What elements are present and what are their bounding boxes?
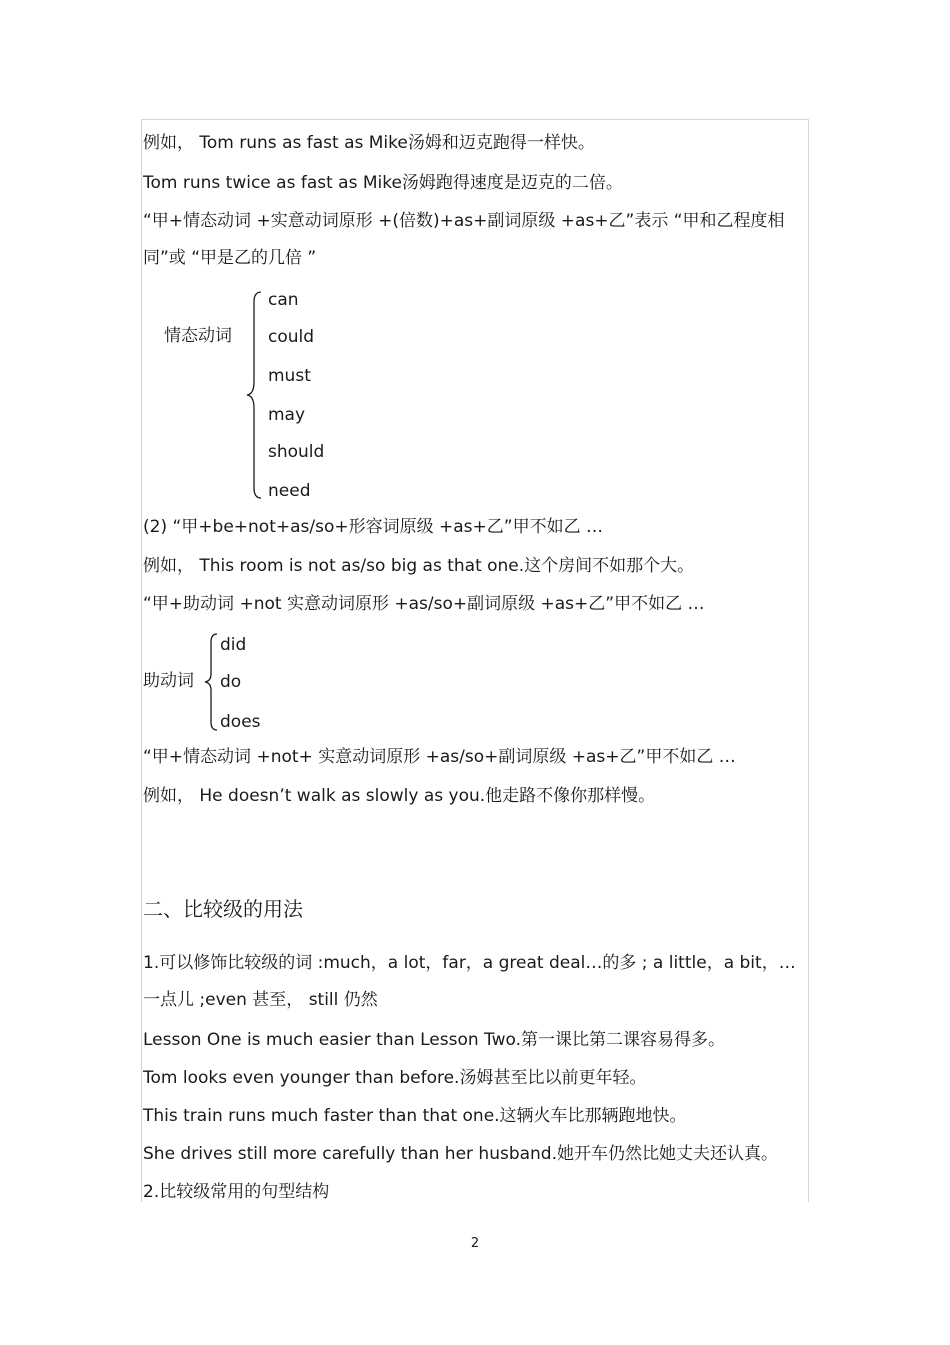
aux-item: does — [220, 712, 261, 732]
example-line: Tom looks even younger than before.汤姆甚至比以前更年轻。 — [143, 1068, 647, 1088]
rule-line: 一点儿 ;even 甚至， still 仍然 — [143, 990, 378, 1010]
example-line: Lesson One is much easier than Lesson Two.第一课比第二课容易得多。 — [143, 1030, 726, 1050]
example-line: She drives still more carefully than her husband.她开车仍然比她丈夫还认真。 — [143, 1144, 779, 1164]
example-line: 例如， Tom runs as fast as Mike汤姆和迈克跑得一样快。 — [143, 133, 595, 153]
aux-item: do — [220, 672, 242, 692]
example-line: 例如， He doesn’t walk as slowly as you.他走路不像你那样慢。 — [143, 786, 656, 806]
example-line: This train runs much faster than that one.这辆火车比那辆跑地快。 — [143, 1106, 687, 1126]
rule-line: “甲+助动词 +not 实意动词原形 +as/so+副词原级 +as+乙”甲不如乙 … — [143, 594, 705, 614]
modal-item: should — [268, 442, 325, 462]
left-brace-icon — [202, 632, 220, 732]
modal-item: could — [268, 327, 315, 347]
section-heading: 二、比较级的用法 — [143, 897, 303, 921]
page-number: 2 — [470, 1236, 480, 1251]
left-brace-icon — [244, 290, 264, 500]
modal-group-label: 情态动词 — [164, 326, 232, 346]
rule-line: 同”或 “甲是乙的几倍 ” — [143, 248, 317, 268]
rule-line: “甲+情态动词 +not+ 实意动词原形 +as/so+副词原级 +as+乙”甲不如乙 … — [143, 747, 736, 767]
rule-line: “甲+情态动词 +实意动词原形 +(倍数)+as+副词原级 +as+乙”表示 “甲和乙程度相 — [143, 211, 785, 231]
example-line: Tom runs twice as fast as Mike汤姆跑得速度是迈克的二倍。 — [143, 173, 623, 193]
aux-item: did — [220, 635, 247, 655]
modal-item: can — [268, 290, 299, 310]
modal-item: need — [268, 481, 311, 501]
aux-group-label: 助动词 — [143, 671, 194, 691]
rule-line: (2) “甲+be+not+as/so+形容词原级 +as+乙”甲不如乙 … — [143, 517, 603, 537]
subsection-heading: 2.比较级常用的句型结构 — [143, 1182, 330, 1202]
example-line: 例如， This room is not as/so big as that one.这个房间不如那个大。 — [143, 556, 695, 576]
modal-item: must — [268, 366, 311, 386]
rule-line: 1.可以修饰比较级的词 :much，a lot，far，a great deal…的多 ; a little，a bit，… — [143, 953, 796, 973]
modal-item: may — [268, 405, 306, 425]
